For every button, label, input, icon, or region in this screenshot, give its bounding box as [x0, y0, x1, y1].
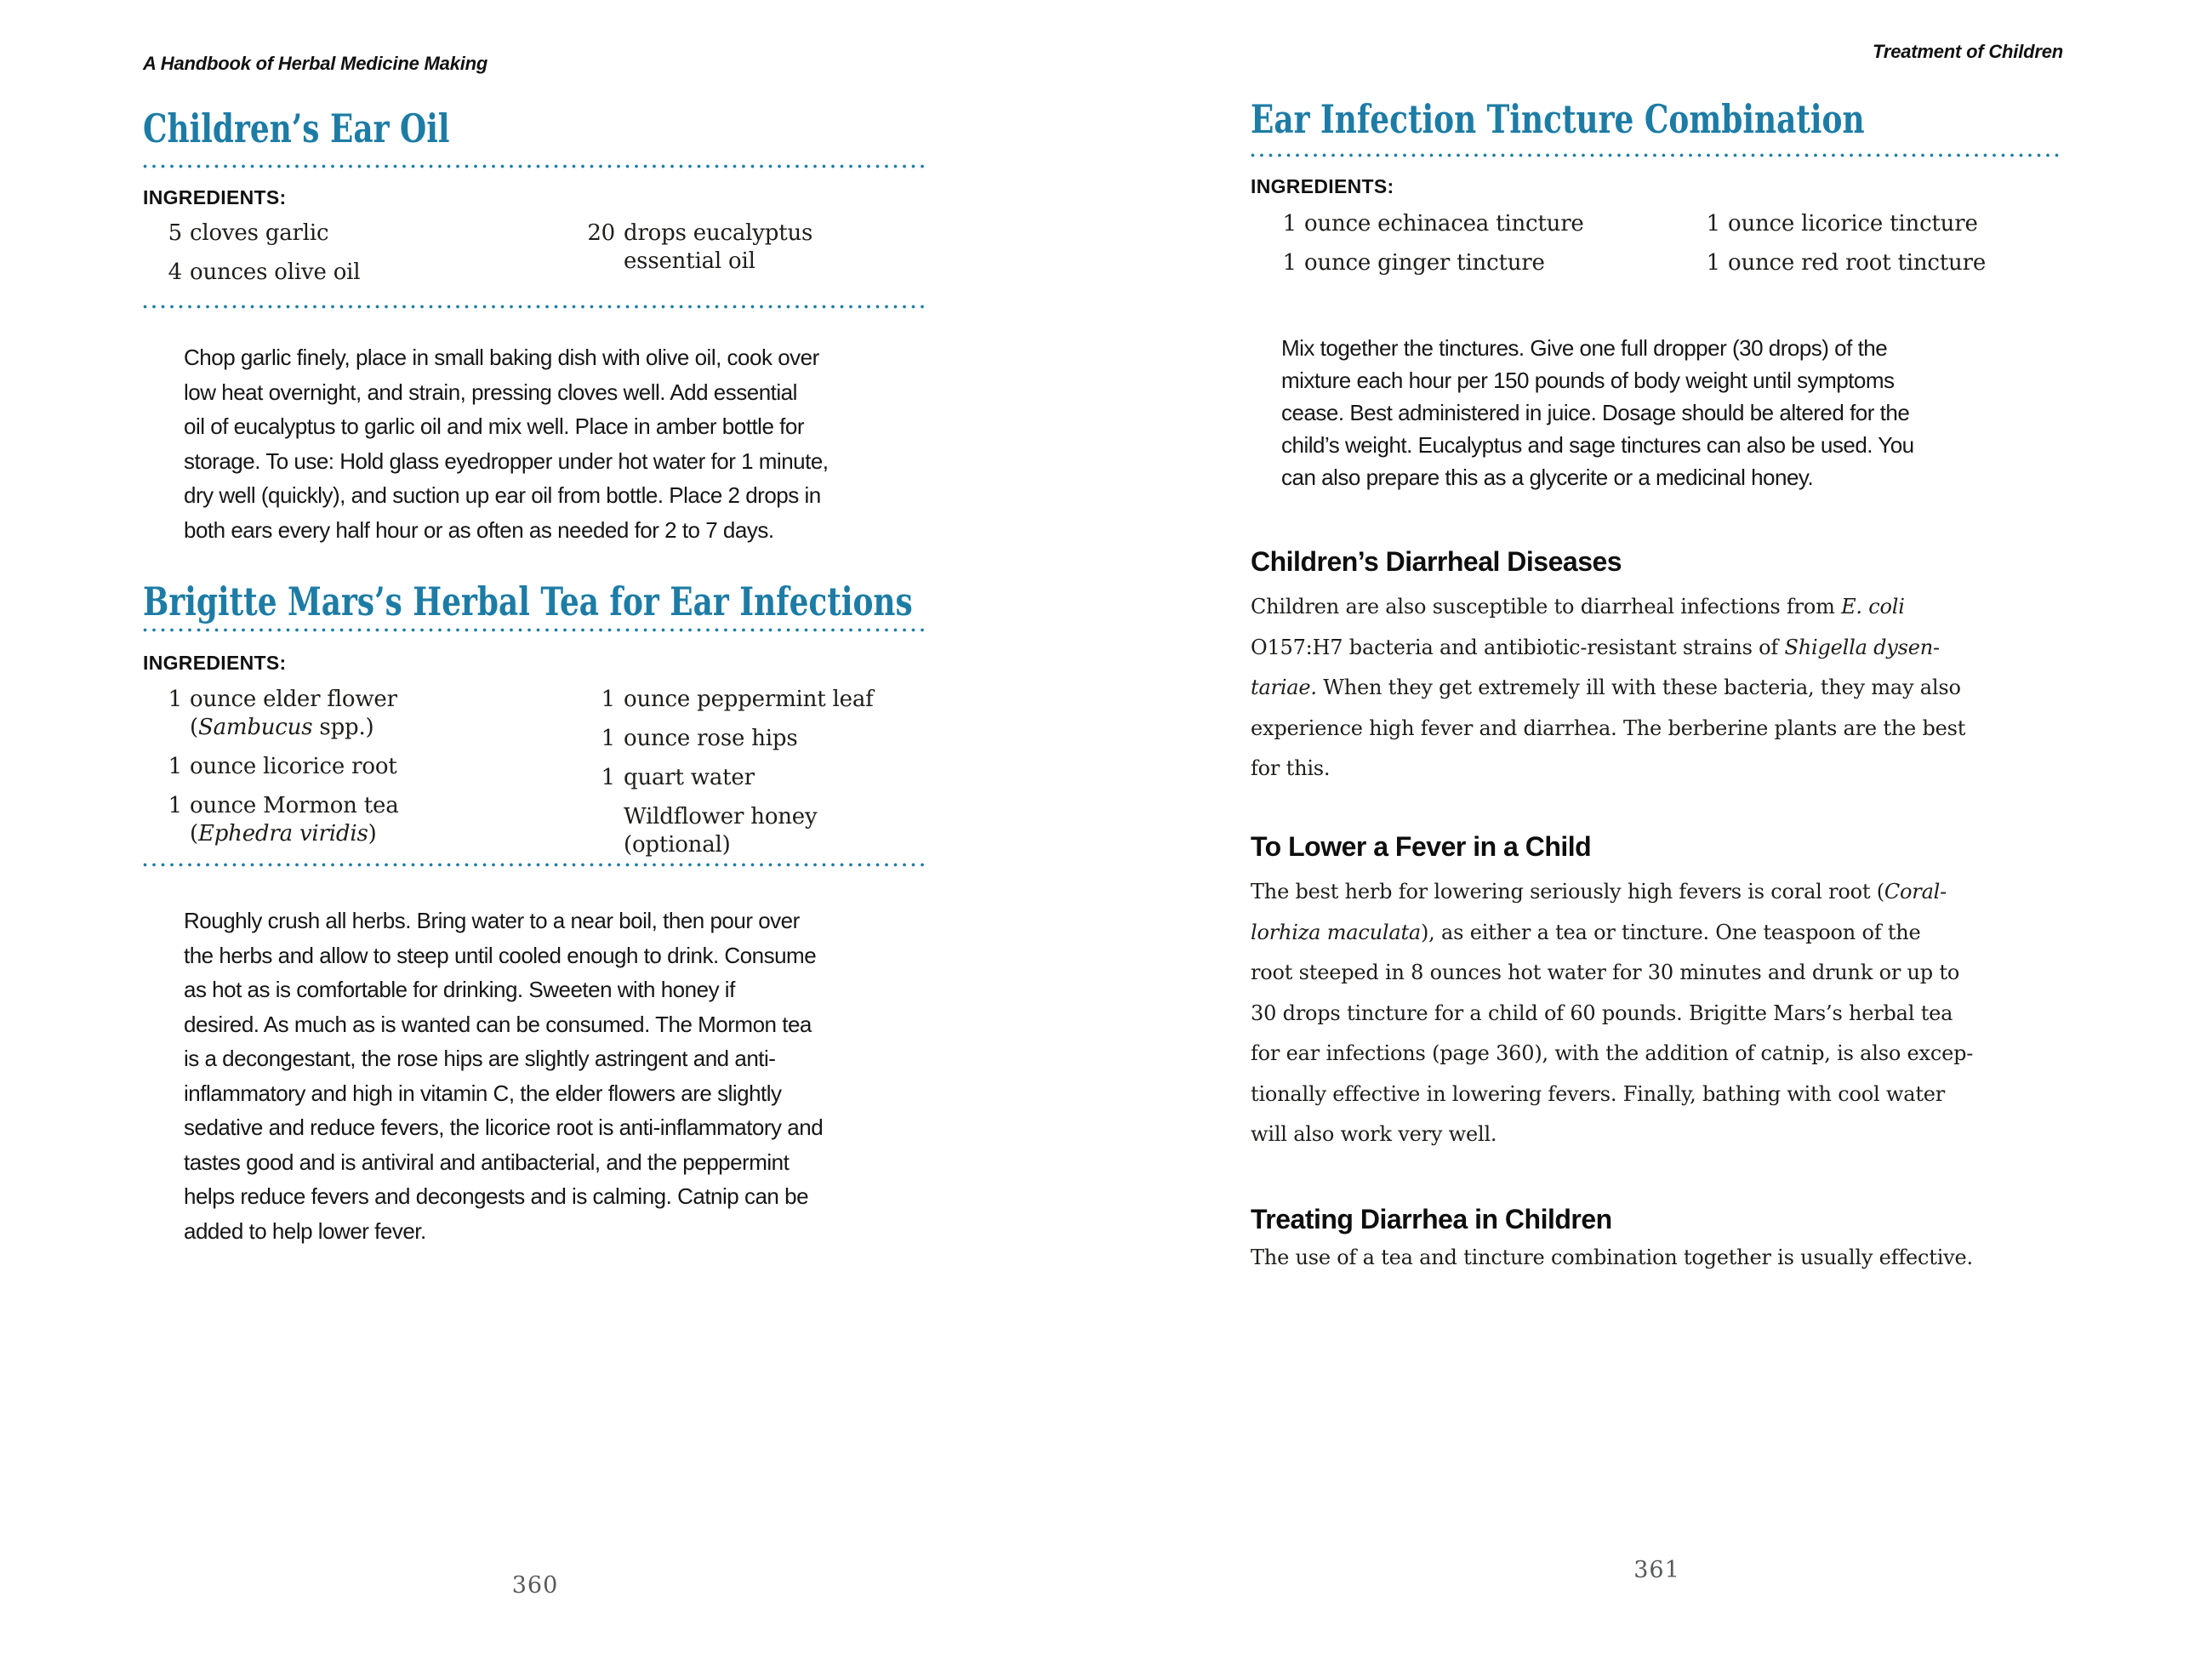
ingredients-column-2	[1705, 210, 1986, 288]
ingredients-list-ear-oil	[143, 219, 927, 305]
ingredient-text: ounce red root tincture	[1728, 250, 1987, 276]
ingredient-text: ounce elder flower (Sambucus spp.)	[190, 687, 397, 740]
dotted-rule	[143, 863, 927, 867]
page-right	[1251, 0, 2063, 1659]
instructions-tincture: Mix together the tinctures. Give one full dropper (30 drops) of the mixture each hour per 150 pounds of body weight until symptoms cease. Best administered in juice. Dosage should be altered for the child’s weight. Eucalyptus and sage tinctures can also be used. You can also prepare this as a glycerite or a medicinal honey.	[1281, 335, 1914, 490]
ingredient-item	[1281, 249, 1584, 277]
ingredient-qty: 1	[1706, 250, 1720, 276]
ingredient-text: ounce rose hips	[624, 726, 798, 751]
ingredient-item	[163, 792, 399, 848]
ingredients-column-2	[578, 219, 812, 287]
page-number-left: 360	[511, 1572, 559, 1599]
running-head-left: A Handbook of Herbal Medicine Making	[143, 53, 488, 74]
ingredient-text: cloves garlic	[190, 220, 329, 246]
ingredients-column-1	[1281, 210, 1584, 288]
ingredient-qty: 1	[1282, 211, 1297, 237]
ingredient-item	[163, 686, 399, 742]
ingredient-qty: 1	[1282, 250, 1297, 276]
instructions-herbal-tea: Roughly crush all herbs. Bring water to a near boil, then pour over the herbs and allow to steep until cooled enough to drink. Consume as hot as is comfortable for drinking. Sweeten with honey if desired. As much as is wanted can be consumed. The Mormon tea is a decongestant, the rose hips are slightly astringent and anti- inflammatory and high in vitamin C, the elder flowers are slightly sedative and reduce fevers, the licorice root is anti-inflammatory and tastes good and is antiviral and antibacterial, and the peppermint helps reduce fevers and decongests and is calming. Catnip can be added to help lower fever.	[184, 908, 824, 1244]
ingredient-item	[578, 219, 812, 276]
ingredient-qty: 1	[601, 726, 615, 751]
page-number-right: 361	[1633, 1557, 1680, 1583]
recipe-title-tincture-combination: Ear Infection Tincture Combination	[1251, 96, 1865, 142]
dotted-rule	[1251, 153, 2063, 157]
ingredient-item	[1705, 249, 1986, 277]
ingredients-label: INGREDIENTS:	[1251, 175, 1394, 197]
ingredient-item	[1705, 210, 1986, 238]
ingredient-qty: 1	[601, 687, 615, 712]
ingredient-qty: 1	[601, 765, 615, 790]
ingredient-text: ounce licorice tincture	[1728, 211, 1978, 237]
ingredients-list-herbal-tea	[143, 686, 927, 864]
instructions-ear-oil: Chop garlic finely, place in small baking dish with olive oil, cook over low heat overnight, and strain, pressing cloves well. Add essential oil of eucalyptus to garlic oil and mix well. Place in amber bottle for storage. To use: Hold glass eyedropper under hot water for 1 minute, dry well (quickly), and suction up ear oil from bottle. Place 2 drops in both ears every half hour or as often as needed for 2 to 7 days.	[184, 345, 829, 543]
ingredient-qty: 1	[168, 793, 182, 818]
section-heading-diarrheal-diseases: Children’s Diarrheal Diseases	[1251, 546, 1622, 577]
running-head-right: Treatment of Children	[1873, 41, 2063, 62]
ingredient-text: ounce licorice root	[190, 754, 397, 779]
ingredient-item	[578, 686, 874, 714]
section-heading-lower-fever: To Lower a Fever in a Child	[1251, 831, 1592, 862]
section-body-lower-fever: The best herb for lowering seriously high fevers is coral root (Coral- lorhiza maculata), as either a tea or tincture. One teaspoon of the root steeped in 8 ounces hot water for 30 minutes and drunk or up to 30 drops tincture for a child of 60 pounds. Brigitte Mars’s herbal tea for ear infections (page 360), with the addition of catnip, is also excep- tionally effective in lowering fevers. Finally, bathing with cool water will also work very well.	[1251, 880, 1974, 1146]
ingredient-text: ounce ginger tincture	[1304, 250, 1545, 276]
ingredient-text: Wildflower honey (optional)	[624, 804, 818, 858]
ingredients-column-2	[578, 686, 874, 870]
ingredient-item	[163, 753, 399, 781]
ingredient-item	[163, 259, 360, 287]
ingredients-column-1	[163, 686, 399, 859]
ingredient-qty: 4	[168, 259, 182, 285]
ingredient-text: ounce Mormon tea (Ephedra viridis)	[190, 793, 399, 847]
recipe-title-herbal-tea: Brigitte Mars’s Herbal Tea for Ear Infections	[143, 579, 913, 624]
ingredient-item	[578, 803, 874, 859]
ingredient-item	[578, 764, 874, 792]
ingredients-column-1	[163, 219, 360, 298]
ingredient-qty: 1	[168, 687, 182, 712]
section-body-diarrheal-diseases: Children are also susceptible to diarrheal infections from E. coli O157:H7 bacteria and antibiotic-resistant strains of Shigella dysen- tariae. When they get extremely ill with these bacteria, they may also experience high fever and diarrhea. The berberine plants are the best for this.	[1251, 595, 1966, 780]
ingredient-text: ounce peppermint leaf	[624, 687, 874, 712]
ingredient-text: ounces olive oil	[190, 259, 361, 285]
ingredient-item	[163, 219, 360, 248]
section-body-treating-diarrhea: The use of a tea and tincture combination together is usually effective.	[1251, 1246, 1973, 1269]
page-left	[143, 0, 927, 1659]
ingredient-text: quart water	[624, 765, 755, 790]
section-heading-treating-diarrhea: Treating Diarrhea in Children	[1251, 1204, 1612, 1234]
ingredient-item	[578, 725, 874, 753]
ingredient-qty: 1	[1706, 211, 1720, 237]
ingredient-text: drops eucalyptus essential oil	[624, 220, 813, 274]
ingredients-list-tincture	[1251, 210, 2063, 295]
dotted-rule	[143, 164, 927, 168]
dotted-rule	[143, 305, 927, 309]
ingredient-item	[1281, 210, 1584, 238]
ingredient-qty: 5	[168, 220, 182, 246]
ingredient-text: ounce echinacea tincture	[1304, 211, 1584, 237]
ingredients-label: INGREDIENTS:	[143, 652, 287, 674]
ingredient-qty: 1	[168, 754, 182, 779]
recipe-title-childrens-ear-oil: Children’s Ear Oil	[143, 105, 450, 151]
ingredient-qty: 20	[587, 220, 615, 246]
ingredients-label: INGREDIENTS:	[143, 186, 287, 208]
dotted-rule	[143, 628, 927, 632]
